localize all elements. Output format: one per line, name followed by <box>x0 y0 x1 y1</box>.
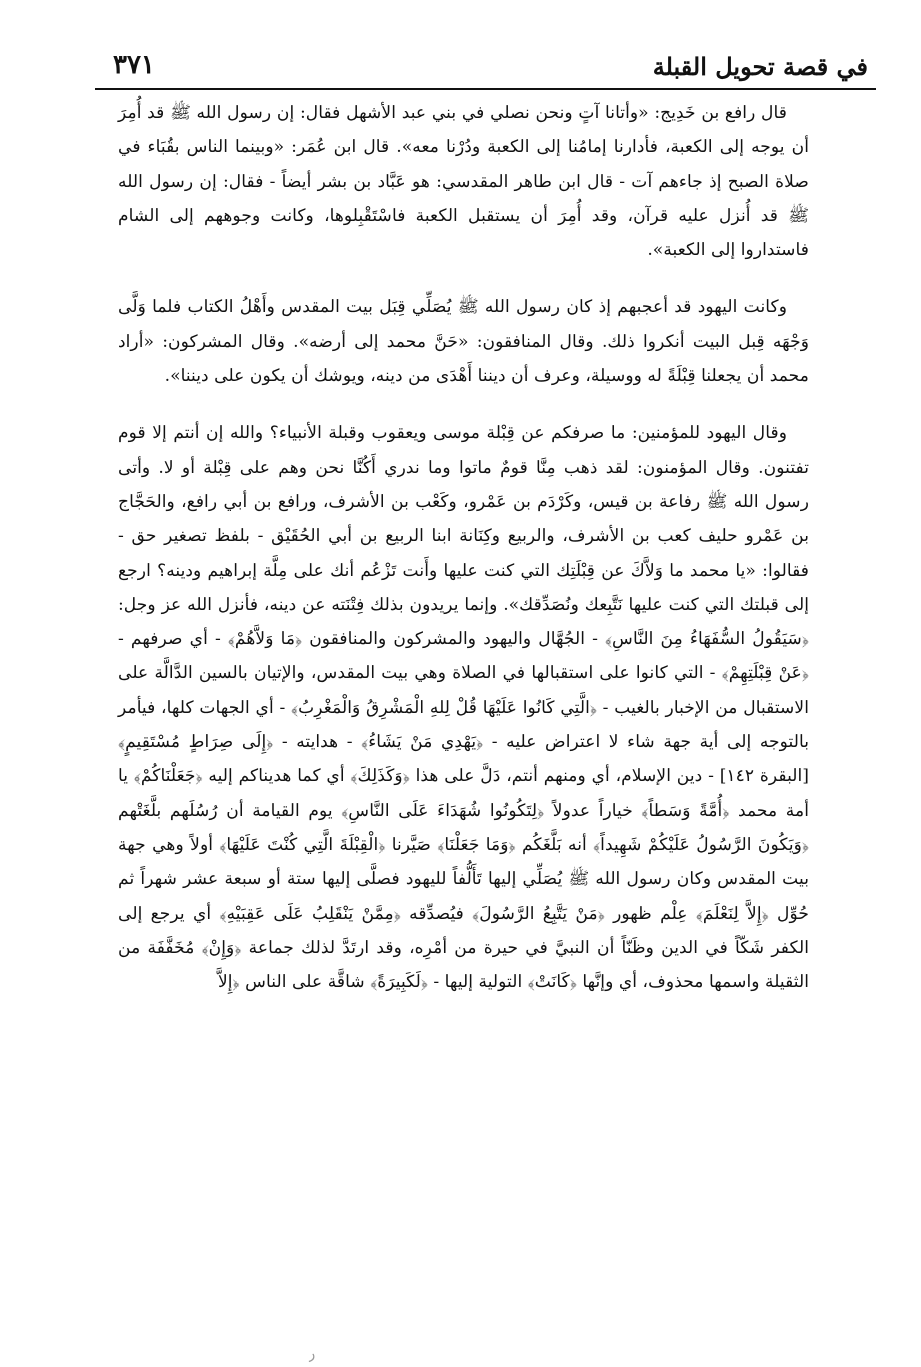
page-header <box>95 46 876 88</box>
paragraph-1: قال رافع بن خَدِيج: «وأتانا آتٍ ونحن نصلي في بني عبد الأشهل فقال: إن رسول الله ﷺ قد أُمِرَ أن يوجه إلى الكعبة، فأدارنا إمامُنا إلى الكعبة ودُرْنا معه». قال ابن عُمَر: «وبينما الناس بقُبَاء في صلاة الصبح إذ جاءهم آت - قال ابن طاهر المقدسي: هو عَبَّاد بن بشر أيضاً - فقال: إن رسول الله ﷺ قد أُنزل عليه قرآن، وقد أُمِرَ أن يستقبل الكعبة فاسْتَقْبِلوها، وكانت وجوههم إلى الشام فاستداروا إلى الكعبة». <box>118 103 809 261</box>
page-number: ٣٧١ <box>113 50 155 80</box>
paragraph-2: وكانت اليهود قد أعجبهم إذ كان رسول الله ﷺ يُصَلِّي قِبَل بيت المقدس وأَهْلُ الكتاب فلما وَلَّى وَجْهَه قِبل البيت أنكروا ذلك. وقال المنافقون: «حَنَّ محمد إلى أرضه». وقال المشركون: «أراد محمد أن يجعلنا قِبْلَةً له ووسيلة، وعرف أن ديننا أَهْدَى من دينه، ويوشك أن يكون على ديننا». <box>118 297 809 387</box>
header-rule <box>95 88 876 90</box>
stray-pen-mark: ر <box>306 1345 317 1363</box>
body-text <box>118 96 809 999</box>
paragraph-3: وقال اليهود للمؤمنين: ما صرفكم عن قِبْلة موسى ويعقوب وقبلة الأنبياء؟ والله إن أنتم إلا قوم تفتنون. وقال المؤمنون: لقد ذهب مِنَّا قومٌ ماتوا وما ندري أَكُنَّا نحن وهم على قِبْلة أو لا. وأتى رسول الله ﷺ رفاعة بن قيس، وكَرْدَم بن عَمْرو، وكَعْب بن الأشرف، ورافع بن أبي رافع، والحَجَّاج بن عَمْرو حليف كعب بن الأشرف، والربيع وكِنَانة ابنا الربيع بن أبي الحُقَيْق - بلفظ تصغير حق - فقالوا: «يا محمد ما وَلاَّكَ عن قِبْلَتِك التي كنت عليها وأَنت تَزْعُم أنك على مِلَّة إبراهيم ودينه؟ ارجع إلى قبلتك التي كنت عليها نَتَّبِعك ونُصَدِّقك». وإنما يريدون بذلك فِتْنَته عن دينه، فأنزل الله عز وجل: ﴿سَيَقُولُ السُّفَهَاءُ مِنَ النَّاسِ﴾ - الجُهَّال واليهود والمشركون والمنافقون ﴿مَا وَلاَّهُمْ﴾ - أي صرفهم - ﴿عَنْ قِبْلَتِهِمْ﴾ - التي كانوا على استقبالها في الصلاة وهي بيت المقدس، والإتيان بالسين الدَّالَّة على الاستقبال من الإخبار بالغيب - ﴿الَّتِي كَانُوا عَلَيْهَا قُلْ لِلهِ الْمَشْرِقُ وَالْمَغْرِبُ﴾ - أي الجهات كلها، فيأمر بالتوجه إلى أية جهة شاء لا اعتراض عليه - ﴿يَهْدِي مَنْ يَشَاءُ﴾ - هدايته - ﴿إِلَى صِرَاطٍ مُسْتَقِيمٍ﴾ [البقرة ١٤٢] - دين الإسلام، أي ومنهم أنتم، دَلَّ على هذا ﴿وَكَذَلِكَ﴾ أي كما هديناكم إليه ﴿جَعَلْنَاكُمْ﴾ يا أمة محمد ﴿أُمَّةً وَسَطاً﴾ خياراً عدولاً ﴿لِتَكُونُوا شُهَدَاءَ عَلَى النَّاسِ﴾ يوم القيامة أن رُسُلَهم بلَّغَتْهم ﴿وَيَكُونَ الرَّسُولُ عَلَيْكُمْ شَهِيداً﴾ أنه بَلَّغَكُم ﴿وَمَا جَعَلْنَا﴾ صَيَّرنا ﴿الْقِبْلَةَ الَّتِي كُنْتَ عَلَيْهَا﴾ أولاً وهي جهة بيت المقدس وكان رسول الله ﷺ يُصَلِّي إليها تَأَلُّفاً لليهود فصلَّى إليها ستة أو سبعة عشر شهراً ثم حُوِّل ﴿إِلاَّ لِنَعْلَمَ﴾ عِلْم ظهور ﴿مَنْ يَتَّبِعُ الرَّسُولَ﴾ فيُصدِّقه ﴿مِمَّنْ يَنْقَلِبُ عَلَى عَقِبَيْهِ﴾ أي يرجع إلى الكفر شَكّاً في الدين وظَنّاً أن النبيَّ في حيرة من أمْرِه، وقد ارتَدَّ لذلك جماعة ﴿وَإِنْ﴾ مُخَفَّفَة من الثقيلة واسمها محذوف، أي وإنَّها ﴿كَانَتْ﴾ التولية إليها - ﴿لَكَبِيرَةً﴾ شاقَّة على الناس ﴿إِلاَّ <box>118 423 809 993</box>
running-title: في قصة تحويل القبلة <box>652 52 868 81</box>
